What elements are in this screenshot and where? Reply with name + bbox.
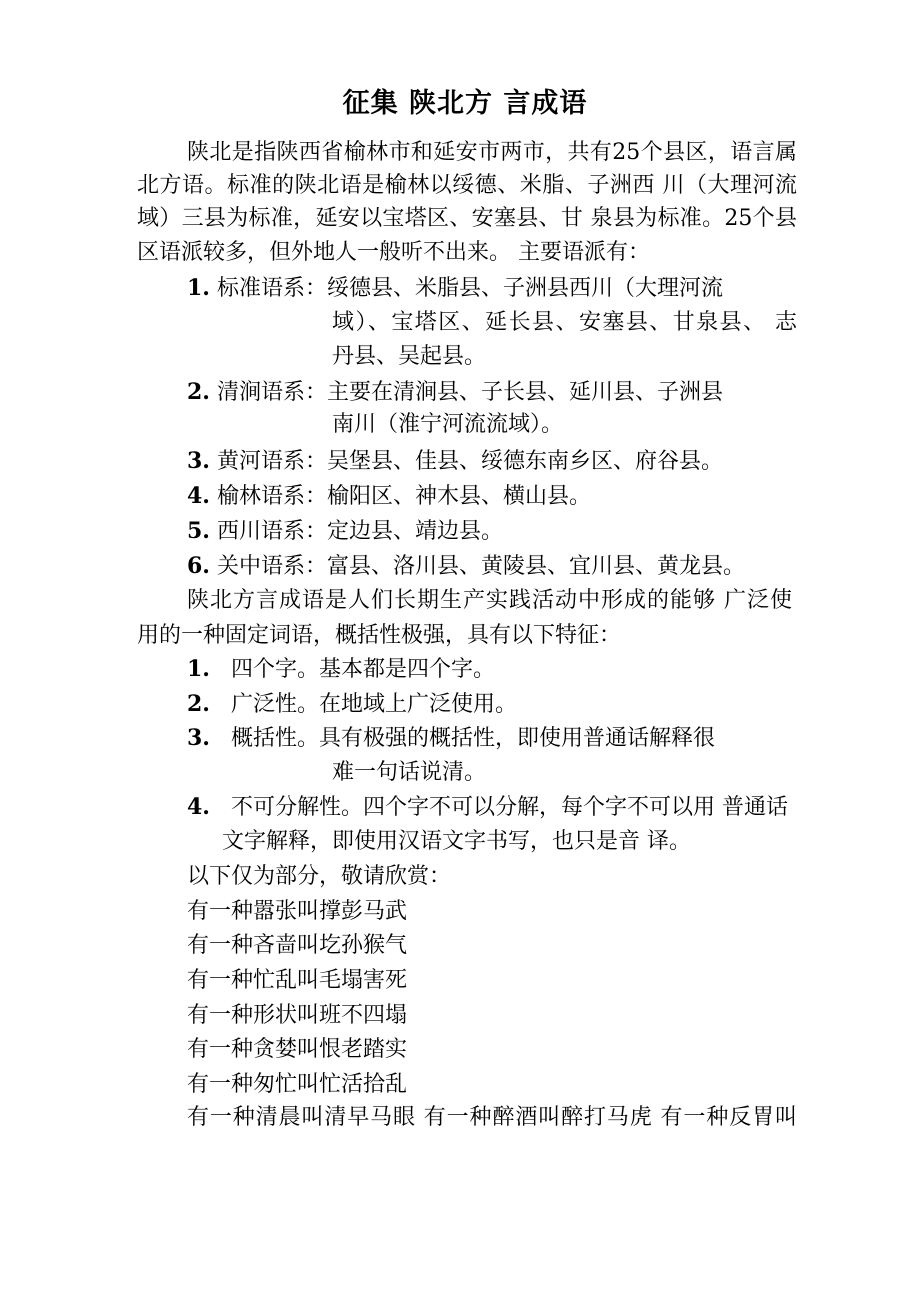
intro-line: 域）三县为标准，延安以宝塔区、安塞县、甘 泉县为标准。25个县 [137,206,797,231]
dialect-item: 3. 黄河语系：吴堡县、佳县、绥德东南乡区、府谷县。 [187,448,723,474]
feature-item: 4. 不可分解性。四个字不可以分解，每个字不可以用 普通话 [187,794,788,820]
dialect-item-cont: 南川（淮宁河流流域）。 [332,412,564,437]
idiom-item: 有一种贪婪叫恨老踏实 [187,1037,408,1062]
idiom-item: 有一种忙乱叫毛塌害死 [187,968,408,993]
feature-item: 3. 概括性。具有极强的概括性，即使用普通话解释很 [187,725,715,751]
dialect-item: 5. 西川语系：定边县、靖边县。 [187,518,503,544]
dialect-item: 6. 关中语系：富县、洛川县、黄陵县、宜川县、黄龙县。 [187,553,745,579]
idiom-item: 有一种清晨叫清早马眼 有一种醉酒叫醉打马虎 有一种反胃叫 [187,1105,797,1130]
feature-item-cont: 难一句话说清。 [332,760,487,785]
dialect-item: 4. 榆林语系：榆阳区、神木县、横山县。 [187,483,591,509]
para2-line: 用的一种固定词语，概括性极强，具有以下特征： [137,623,622,648]
dialect-item-cont: 丹县、吴起县。 [332,344,487,369]
idiom-item: 有一种吝啬叫圪孙猴气 [187,933,408,958]
feature-item: 2. 广泛性。在地域上广泛使用。 [187,691,517,717]
idiom-item: 有一种形状叫班不四塌 [187,1003,408,1028]
lead-text: 以下仅为部分，敬请欣赏： [187,864,452,889]
feature-item-cont: 文字解释，即使用汉语文字书写，也只是音 译。 [222,829,691,854]
dialect-item: 1. 标准语系：绥德县、米脂县、子洲县西川（大理河流 [187,275,723,301]
idiom-item: 有一种匆忙叫忙活拾乱 [187,1072,408,1097]
intro-line: 北方语。标准的陕北语是榆林以绥德、米脂、子洲西 川（大理河流 [137,173,797,198]
idiom-item: 有一种嚣张叫撑彭马武 [187,899,408,924]
document-title: 征集 陕北方 言成语 [342,88,588,119]
feature-item: 1. 四个字。基本都是四个字。 [187,656,495,682]
para2-line: 陕北方言成语是人们长期生产实践活动中形成的能够 广泛使 [187,588,792,613]
dialect-item-cont: 域）、宝塔区、延长县、安塞县、甘泉县、 志 [332,310,797,335]
intro-line: 区语派较多，但外地人一般听不出来。 主要语派有： [137,240,650,265]
intro-line: 陕北是指陕西省榆林市和延安市两市，共有25个县区，语言属 [187,140,797,165]
dialect-item: 2. 清涧语系：主要在清涧县、子长县、延川县、子洲县 [187,379,723,405]
